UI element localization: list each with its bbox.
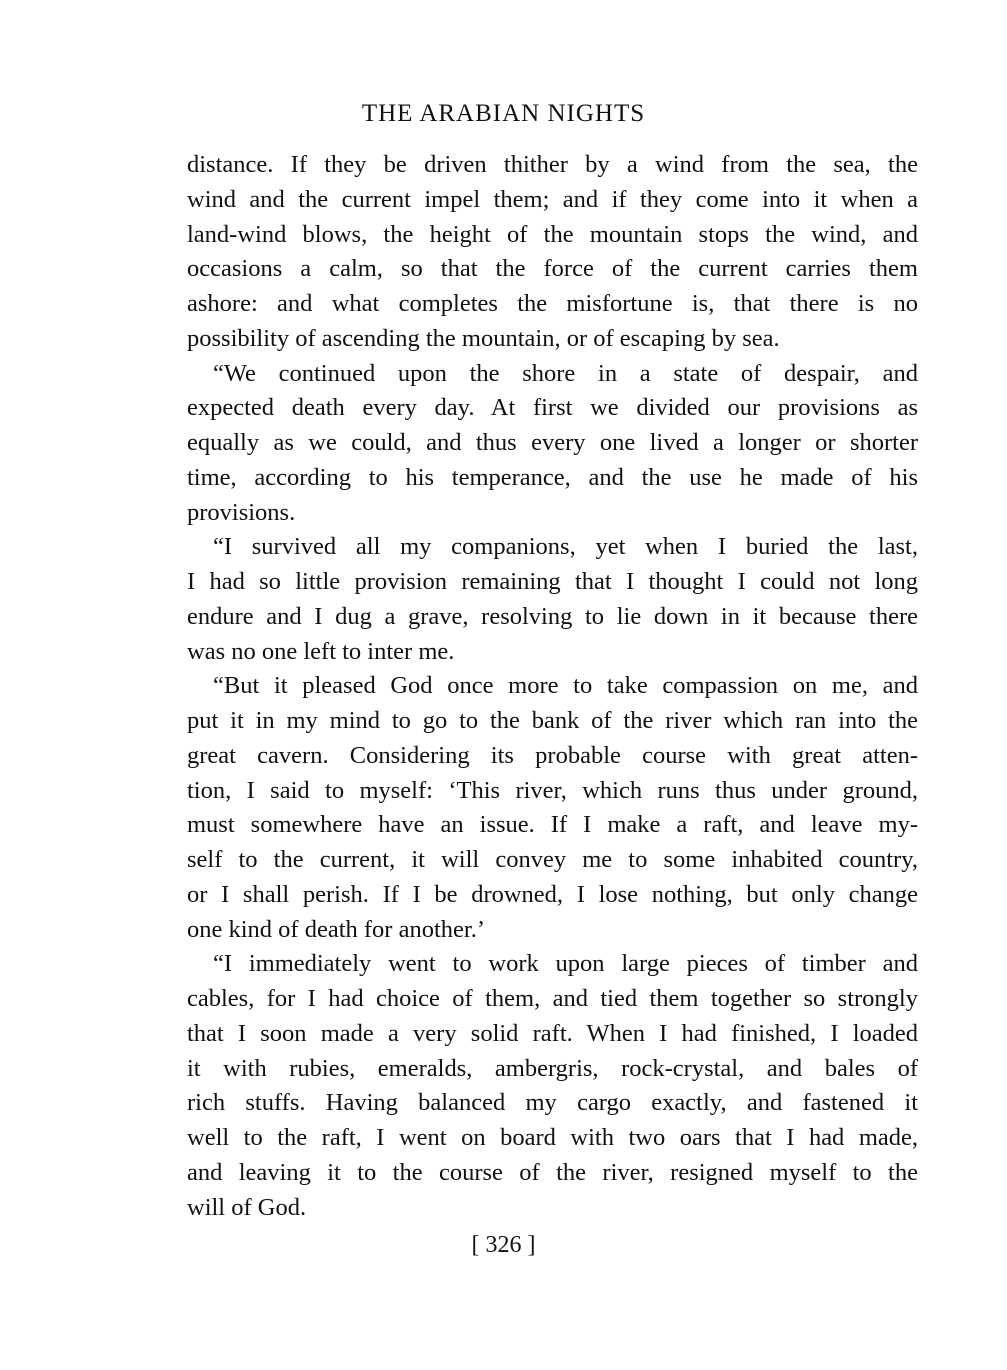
text-line: tion, I said to myself: ‘This river, which runs thus under ground, bbox=[187, 776, 918, 804]
text-line: one kind of death for another.’ bbox=[187, 915, 485, 943]
text-line: ashore: and what completes the misfortune is, that there is no bbox=[187, 290, 918, 317]
paragraph bbox=[187, 357, 918, 531]
text-line: self to the current, it will convey me to some inhabited country, bbox=[187, 846, 918, 873]
running-title: THE ARABIAN NIGHTS bbox=[361, 100, 646, 127]
text-line: it with rubies, emeralds, ambergris, rock-crystal, and bales of bbox=[187, 1054, 918, 1082]
text-line: “But it pleased God once more to take compassion on me, and bbox=[213, 672, 918, 700]
text-line: possibility of ascending the mountain, or of escaping by sea. bbox=[187, 324, 780, 352]
text-line: or I shall perish. If I be drowned, I lose nothing, but only change bbox=[187, 880, 918, 908]
text-line: wind and the current impel them; and if they come into it when a bbox=[187, 185, 918, 213]
text-line: great cavern. Considering its probable course with great atten- bbox=[187, 741, 918, 769]
text-line: was no one left to inter me. bbox=[187, 637, 455, 665]
text-line: well to the raft, I went on board with two oars that I had made, bbox=[187, 1124, 918, 1151]
text-line: “I immediately went to work upon large pieces of timber and bbox=[213, 950, 918, 978]
text-line: time, according to his temperance, and the use he made of his bbox=[187, 463, 918, 491]
text-line: land-wind blows, the height of the mountain stops the wind, and bbox=[187, 220, 918, 248]
text-line: that I soon made a very solid raft. When I had finished, I loaded bbox=[187, 1019, 918, 1047]
text-line: rich stuffs. Having balanced my cargo exactly, and fastened it bbox=[187, 1089, 918, 1117]
text-line: put it in my mind to go to the bank of the river which ran into the bbox=[187, 707, 918, 734]
text-line: “We continued upon the shore in a state of despair, and bbox=[213, 359, 918, 387]
paragraph bbox=[187, 947, 918, 1225]
text-line: “I survived all my companions, yet when I buried the last, bbox=[213, 533, 918, 561]
text-line: occasions a calm, so that the force of the current carries them bbox=[187, 255, 918, 283]
paragraph bbox=[187, 669, 918, 947]
paragraph bbox=[187, 530, 918, 669]
text-line: I had so little provision remaining that I thought I could not long bbox=[187, 568, 918, 595]
text-line: must somewhere have an issue. If I make a raft, and leave my- bbox=[187, 811, 918, 839]
text-line: will of God. bbox=[187, 1193, 307, 1221]
page-body bbox=[187, 148, 918, 1225]
text-line: equally as we could, and thus every one lived a longer or shorter bbox=[187, 429, 918, 456]
text-line: distance. If they be driven thither by a wind from the sea, the bbox=[187, 151, 918, 178]
page-number: [ 326 ] bbox=[471, 1232, 536, 1258]
text-line: expected death every day. At first we divided our provisions as bbox=[187, 394, 918, 422]
paragraph bbox=[187, 148, 918, 357]
text-line: endure and I dug a grave, resolving to lie down in it because there bbox=[187, 602, 918, 630]
text-line: cables, for I had choice of them, and tied them together so strongly bbox=[187, 985, 918, 1012]
text-line: provisions. bbox=[187, 498, 296, 526]
text-line: and leaving it to the course of the river, resigned myself to the bbox=[187, 1158, 918, 1186]
